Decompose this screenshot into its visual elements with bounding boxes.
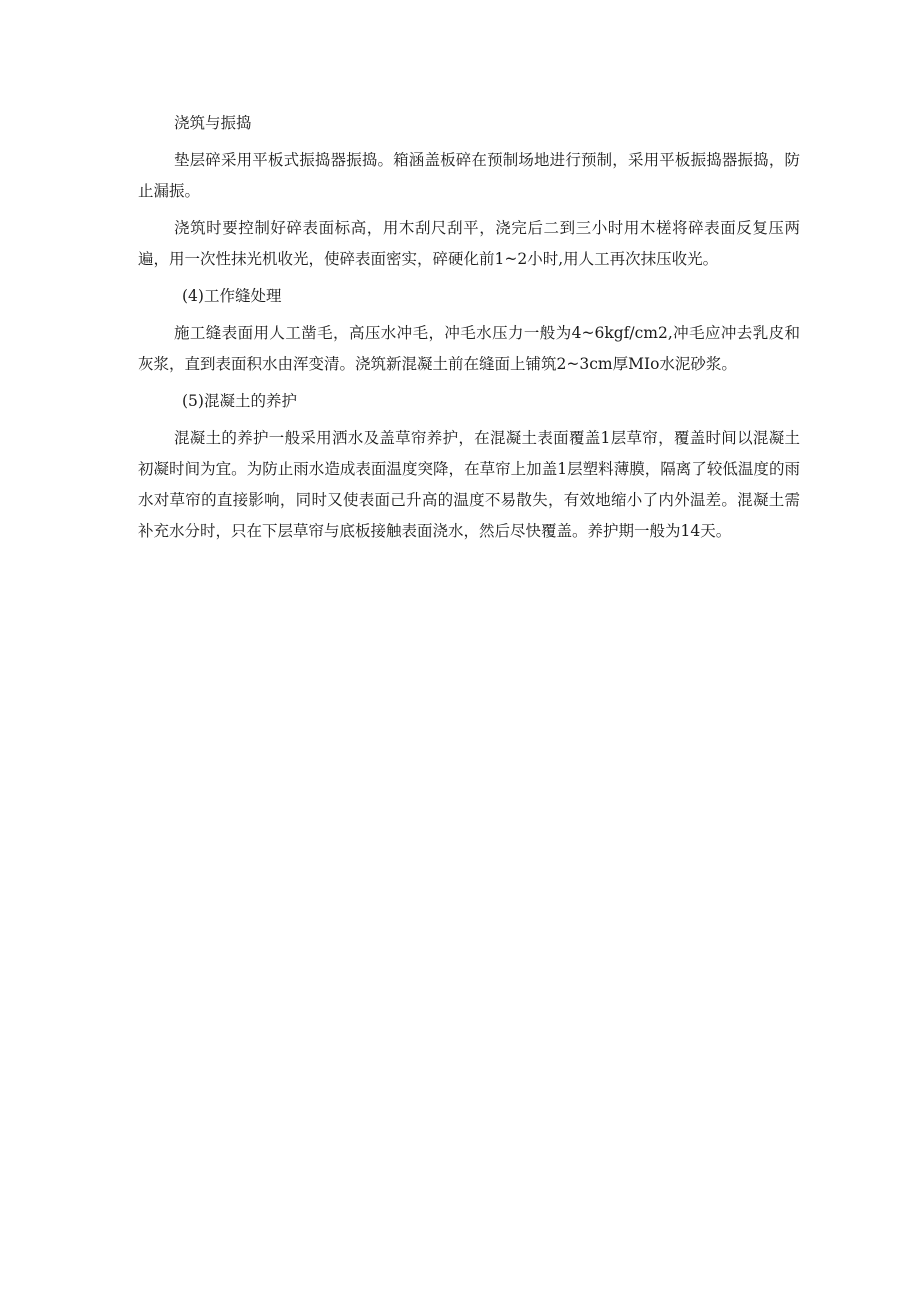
document-body [138, 108, 800, 553]
section-heading-curing: (5)混凝土的养护 [182, 392, 297, 410]
paragraph-surface-finishing: 浇筑时要控制好碎表面标高，用木刮尺刮平，浇完后二到三小时用木槎将碎表面反复压两遍，用一次性抹光机收光，使碎表面密实，碎硬化前1~2小时,用人工再次抹压收光。 [138, 219, 800, 268]
section-heading-work-joint: (4)工作缝处理 [182, 287, 282, 305]
paragraph-curing: 混凝土的养护一般采用洒水及盖草帘养护，在混凝土表面覆盖1层草帘，覆盖时间以混凝土初凝时间为宜。为防止雨水造成表面温度突降，在草帘上加盖1层塑料薄膜，隔离了较低温度的雨水对草帘的直接影响，同时又使表面己升高的温度不易散失，有效地缩小了内外温差。混凝土需补充水分时，只在下层草帘与底板接触表面浇水，然后尽快覆盖。养护期一般为14天。 [138, 429, 800, 540]
paragraph-work-joint: 施工缝表面用人工凿毛，高压水冲毛，冲毛水压力一般为4~6kgf/cm2,冲毛应冲去乳皮和灰浆，直到表面积水由浑变清。浇筑新混凝土前在缝面上铺筑2~3cm厚MIo水泥砂浆。 [138, 324, 800, 373]
section-heading-pouring: 浇筑与振捣 [174, 114, 252, 132]
paragraph-vibration: 垫层碎采用平板式振捣器振捣。箱涵盖板碎在预制场地进行预制，采用平板振捣器振捣，防止漏振。 [138, 151, 800, 200]
